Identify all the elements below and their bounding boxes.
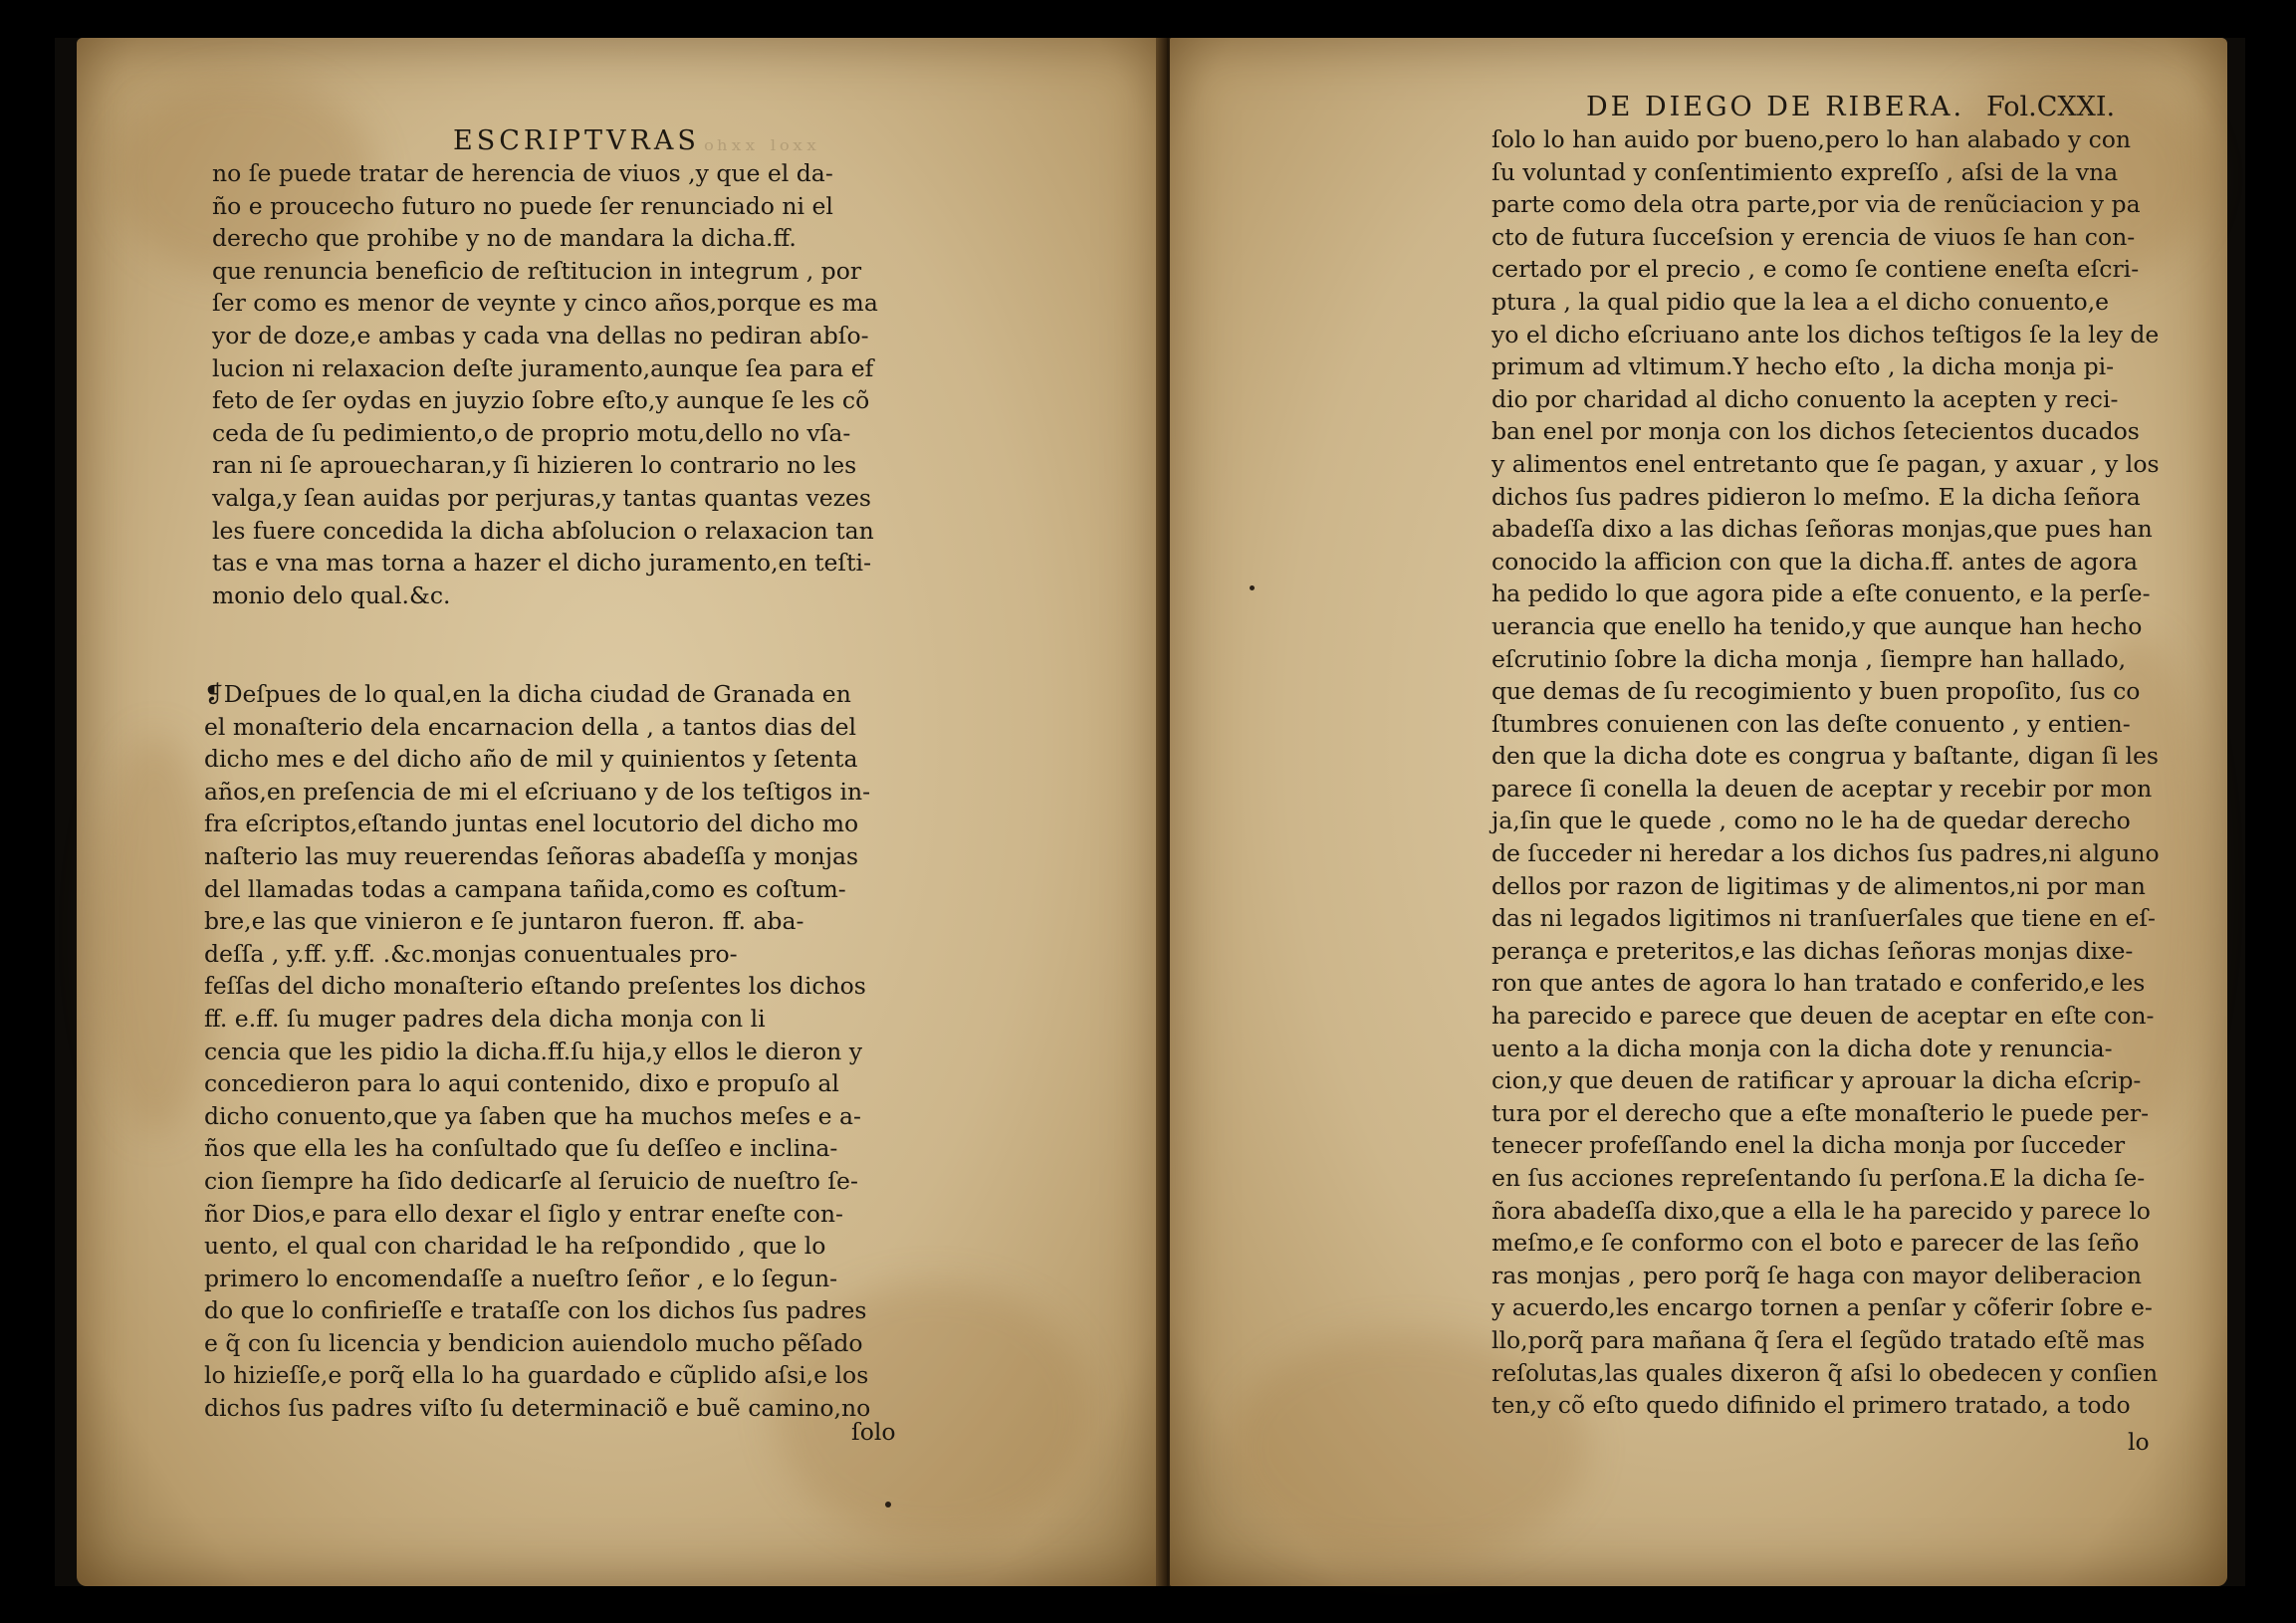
text-line: primum ad vltimum.Y hecho eſto , la dicha monja pi- [1492,352,2115,381]
text-line: y alimentos enel entretanto que ſe pagan, y axuar , y los [1492,449,2160,478]
text-line: ban enel por monja con los dichos ſetecientos ducados [1492,417,2140,446]
text-line: meſmo,e ſe conformo con el boto e parecer de las ſeño [1492,1229,2140,1258]
text-line: tenecer profeſſando enel la dicha monja por ſucceder [1492,1131,2126,1160]
text-line: ptura , la qual pidio que la lea a el dicho conuento,e [1492,287,2110,316]
text-line: perança e preteritos,e las dichas ſeñoras monjas dixe- [1492,936,2134,965]
text-line: monio delo qual.&c. [212,580,451,609]
text-line: ſolo lo han auido por bueno,pero lo han alabado y con [1492,125,2132,153]
text-line: ño e proucecho futuro no puede ſer renunciado ni el [212,191,833,220]
text-line: lucion ni relaxacion deſte juramento,aunque ſea para ef [212,353,874,382]
text-line: do que lo confirieſſe e trataſſe con los dichos ſus padres [204,1296,867,1325]
text-line: tura por el derecho que a eſte monaſterio le puede per- [1492,1098,2150,1127]
text-line: valga,y ſean auidas por perjuras,y tantas quantas vezes [212,483,871,512]
text-line: lo hizieſſe,e porq̃ ella lo ha guardado e cũplido aſsi,e los [204,1361,869,1390]
text-line: uerancia que enello ha tenido,y que aunque han hecho [1492,611,2143,640]
text-line: parece ſi conella la deuen de aceptar y recebir por mon [1492,774,2153,803]
text-block [1492,123,2160,1422]
text-line: certado por el precio , e como ſe contiene eneſta eſcri- [1492,255,2140,284]
ink-speck [1250,585,1255,590]
text-line: cion,y que deuen de ratificar y aprouar la dicha eſcrip- [1492,1066,2142,1095]
catchword: ſolo [851,1418,896,1446]
text-line: das ni legados ligitimos ni tranſuerſales que tiene en eſ- [1492,904,2156,933]
text-line: eſcrutinio ſobre la dicha monja , ſiempre han hallado, [1492,644,2127,673]
text-line: dichos ſus padres pidieron lo meſmo. E la dicha ſeñora [1492,482,2141,511]
catchword: lo [2128,1428,2150,1456]
text-line: cion ſiempre ha ſido dedicarſe al ſeruicio de nueſtro ſe- [204,1166,858,1195]
text-line: ha parecido e parece que deuen de aceptar en eſte con- [1492,1002,2155,1031]
text-line: abadeſſa dixo a las dichas ſeñoras monjas,que pues han [1492,515,2153,544]
text-line: feſſas del dicho monaſterio eſtando preſentes los dichos [204,972,866,1001]
text-line: ran ni ſe aprouecharan,y ſi hizieren lo contrario no les [212,451,857,480]
left-page [77,38,1162,1586]
text-line: en ſus acciones repreſentando ſu perſona.E la dicha ſe- [1492,1164,2146,1192]
text-line: ñora abadeſſa dixo,que a ella le ha parecido y parece lo [1492,1196,2151,1225]
text-line: ſu voluntad y conſentimiento expreſſo , aſsi de la vna [1492,157,2119,186]
text-line: dicho mes e del dicho año de mil y quinientos y ſetenta [204,745,858,774]
text-line: bre,e las que vinieron e ſe juntaron fueron. ff. aba- [204,907,804,936]
text-line: ceda de ſu pedimiento,o de proprio motu,dello no vſa- [212,418,851,447]
text-line: les fuere concedida la dicha abſolucion o relaxacion tan [212,516,874,545]
text-line: e q̃ con ſu licencia y bendicion auiendolo mucho pẽſado [204,1328,863,1357]
ink-speck [885,1502,891,1507]
text-line: dio por charidad al dicho conuento la acepten y reci- [1492,384,2119,413]
text-line: del llamadas todas a campana tañida,como es coſtum- [204,874,846,903]
text-line: uento a la dicha monja con la dicha dote y renuncia- [1492,1034,2113,1062]
text-line: parte como dela otra parte,por via de renũciacion y pa [1492,190,2141,219]
text-line: dichos ſus padres viſto ſu determinaciõ e buẽ camino,no [204,1394,871,1423]
text-line: ha pedido lo que agora pide a eſte conuento, e la perſe- [1492,580,2151,608]
text-line: dicho conuento,que ya ſaben que ha muchos meſes e a- [204,1101,861,1130]
text-line: naſterio las muy reuerendas ſeñoras abadeſſa y monjas [204,841,859,870]
text-line: conocido la afficion con que la dicha.ff. antes de agora [1492,547,2139,576]
text-line: yo el dicho eſcriuano ante los dichos teſtigos ſe la ley de [1492,320,2160,348]
text-line: dellos por razon de ligitimas y de alimentos,ni por man [1492,871,2146,900]
show-through-text: ₒₕₓₓ ₗₒₓₓ [704,127,820,157]
text-line: años,en preſencia de mi el eſcriuano y de los teſtigos in- [204,777,871,806]
text-line: el monaſterio dela encarnacion della , a tantos dias del [204,712,857,741]
text-line: no ſe puede tratar de herencia de viuos ,y que el da- [212,159,833,187]
paper-stain [97,735,216,1133]
text-line: uento, el qual con charidad le ha reſpondido , que lo [204,1232,826,1261]
text-block [204,678,870,1425]
text-line: deſſa , y.ff. y.ff. .&c.monjas conuentuales pro- [204,939,738,968]
text-line: cencia que les pidio la dicha.ff.ſu hija,y ellos le dieron y [204,1037,862,1065]
text-line: tas e vna mas torna a hazer el dicho juramento,en teſti- [212,549,872,578]
running-head: ESCRIPTVRAS [453,125,700,156]
folio-number: Fol.CXXI. [1986,92,2116,122]
text-line: de ſucceder ni heredar a los dichos ſus padres,ni alguno [1492,839,2160,868]
text-line: den que la dicha dote es congrua y baſtante, digan ſi les [1492,742,2159,771]
text-line: primero lo encomendaſſe a nueſtro ſeñor , e lo ſegun- [204,1264,838,1292]
text-line: ron que antes de agora lo han tratado e conferido,e les [1492,969,2146,998]
text-line: concedieron para lo aqui contenido, dixo e propuſo al [204,1069,839,1098]
text-line: ſtumbres conuienen con las deſte conuento , y entien- [1492,709,2131,738]
text-line: reſolutas,las quales dixeron q̃ aſsi lo obedecen y conſien [1492,1358,2159,1387]
text-line: feto de ſer oydas en juyzio ſobre eſto,y aunque ſe les cõ [212,386,870,415]
right-page [1170,38,2227,1586]
text-line: ños que ella les ha conſultado que ſu deſſeo e inclina- [204,1134,838,1163]
text-line: derecho que prohibe y no de mandara la dicha.ff. [212,224,797,253]
running-head: DE DIEGO DE RIBERA. [1586,92,1965,122]
text-line: fra eſcriptos,eſtando juntas enel locutorio del dicho mo [204,810,859,838]
text-line: cto de futura ſucceſsion y erencia de viuos ſe han con- [1492,222,2136,251]
text-line: ñor Dios,e para ello dexar el ſiglo y entrar eneſte con- [204,1199,843,1228]
text-line: llo,porq̃ para mañana q̃ ſera el ſegũdo tratado eſtẽ mas [1492,1325,2146,1354]
text-line: ſer como es menor de veynte y cinco años,porque es ma [212,289,878,318]
text-block [212,157,878,611]
text-line: ras monjas , pero porq̃ ſe haga con mayor deliberacion [1492,1261,2143,1289]
text-line: que renuncia beneficio de reſtitucion in integrum , por [212,256,862,285]
scan-frame [55,38,2245,1586]
text-line: ❡Deſpues de lo qual,en la dicha ciudad de Granada en [204,680,851,708]
text-line: yor de doze,e ambas y cada vna dellas no pediran abſo- [212,321,869,349]
text-line: y acuerdo,les encargo tornen a penſar y cõferir ſobre e- [1492,1293,2153,1322]
text-line: ten,y cõ eſto quedo difinido el primero tratado, a todo [1492,1391,2131,1420]
text-line: ja,ſin que le quede , como no le ha de quedar derecho [1492,807,2131,835]
text-line: ff. e.ff. ſu muger padres dela dicha monja con li [204,1004,766,1033]
text-line: que demas de ſu recogimiento y buen propoſito, ſus co [1492,677,2141,706]
